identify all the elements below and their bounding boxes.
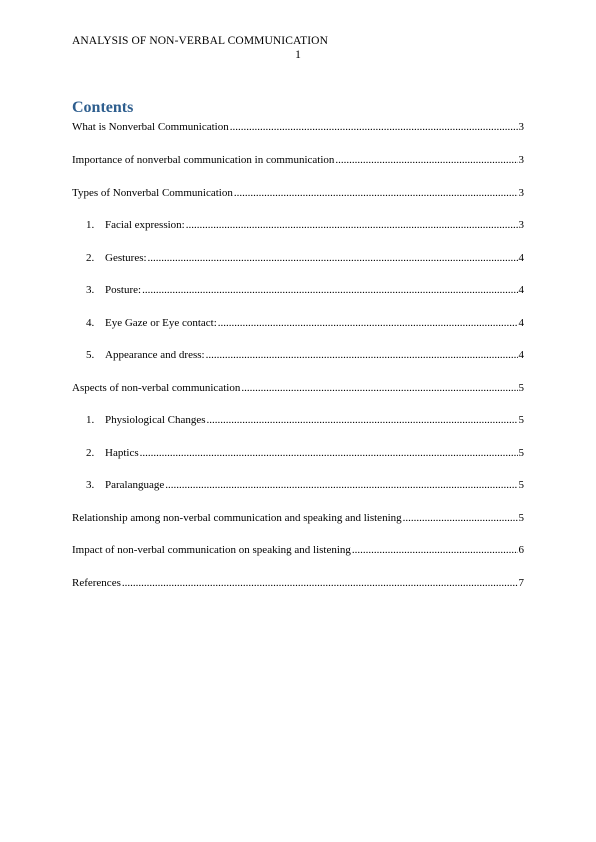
toc-entry-number: 1. [86, 219, 95, 231]
toc-entry-page: 5 [518, 414, 524, 426]
toc-subentry[interactable] [86, 348, 524, 362]
toc-entry-text: Physiological Changes [105, 414, 206, 426]
toc-entry-page: 5 [518, 447, 524, 459]
toc-leader-dots [230, 121, 518, 134]
toc-leader-dots [218, 317, 518, 330]
toc-entry-text: Relationship among non-verbal communication and speaking and listening [72, 512, 402, 524]
toc-entry[interactable] [72, 120, 524, 134]
page-number: 1 [295, 49, 301, 61]
toc-entry-page: 4 [518, 317, 524, 329]
toc-entry-number: 4. [86, 317, 95, 329]
toc-entry[interactable] [72, 576, 524, 590]
toc-leader-dots [352, 544, 518, 557]
toc-entry[interactable] [72, 153, 524, 167]
toc-entry-text: Facial expression: [105, 219, 185, 231]
toc-entry-page: 4 [518, 284, 524, 296]
toc-entry-text: Aspects of non-verbal communication [72, 382, 241, 394]
toc-entry-text: What is Nonverbal Communication [72, 121, 229, 133]
toc-entry-page: 5 [518, 479, 524, 491]
toc-entry-text: Paralanguage [105, 479, 165, 491]
toc-leader-dots [403, 512, 518, 525]
toc-entry-text: Importance of nonverbal communication in communication [72, 154, 335, 166]
toc-entry-page: 3 [518, 154, 524, 166]
toc-entry-text: Gestures: [105, 252, 147, 264]
toc-entry[interactable] [72, 511, 524, 525]
toc-entry-page: 4 [518, 252, 524, 264]
toc-entry-text: Haptics [105, 447, 139, 459]
toc-entry-text: Appearance and dress: [105, 349, 205, 361]
toc-entry-text: Impact of non-verbal communication on speaking and listening [72, 544, 351, 556]
toc-entry-text: Types of Nonverbal Communication [72, 187, 233, 199]
toc-entry-text: Eye Gaze or Eye contact: [105, 317, 217, 329]
toc-entry-page: 4 [518, 349, 524, 361]
toc-leader-dots [122, 577, 518, 590]
toc-entry-number: 2. [86, 447, 95, 459]
toc-leader-dots [241, 382, 517, 395]
toc-entry-text: References [72, 577, 121, 589]
toc-subentry[interactable] [86, 446, 524, 460]
toc-entry-page: 5 [518, 512, 524, 524]
toc-subentry[interactable] [86, 413, 524, 427]
toc-entry[interactable] [72, 543, 524, 557]
toc-leader-dots [140, 447, 518, 460]
toc-leader-dots [234, 187, 518, 200]
toc-leader-dots [335, 154, 517, 167]
toc-entry-page: 7 [518, 577, 524, 589]
toc-subentry[interactable] [86, 316, 524, 330]
toc-entry[interactable] [72, 381, 524, 395]
toc-subentry[interactable] [86, 218, 524, 232]
toc-entry-number: 2. [86, 252, 95, 264]
toc-subentry[interactable] [86, 478, 524, 492]
toc-entry-number: 5. [86, 349, 95, 361]
toc-subentry[interactable] [86, 251, 524, 265]
toc-leader-dots [148, 252, 518, 265]
toc-entry-page: 3 [518, 187, 524, 199]
running-head: ANALYSIS OF NON-VERBAL COMMUNICATION [72, 35, 328, 47]
toc-subentry[interactable] [86, 283, 524, 297]
toc-leader-dots [206, 349, 518, 362]
toc-leader-dots [186, 219, 518, 232]
toc-leader-dots [142, 284, 517, 297]
toc-entry-number: 1. [86, 414, 95, 426]
toc-entry-number: 3. [86, 284, 95, 296]
toc-entry[interactable] [72, 186, 524, 200]
toc-entry-page: 3 [518, 121, 524, 133]
toc-entry-page: 6 [518, 544, 524, 556]
toc-entry-text: Posture: [105, 284, 142, 296]
contents-heading: Contents [72, 99, 134, 116]
toc-leader-dots [165, 479, 517, 492]
toc-entry-page: 5 [518, 382, 524, 394]
toc-entry-page: 3 [518, 219, 524, 231]
toc-leader-dots [207, 414, 518, 427]
toc-entry-number: 3. [86, 479, 95, 491]
